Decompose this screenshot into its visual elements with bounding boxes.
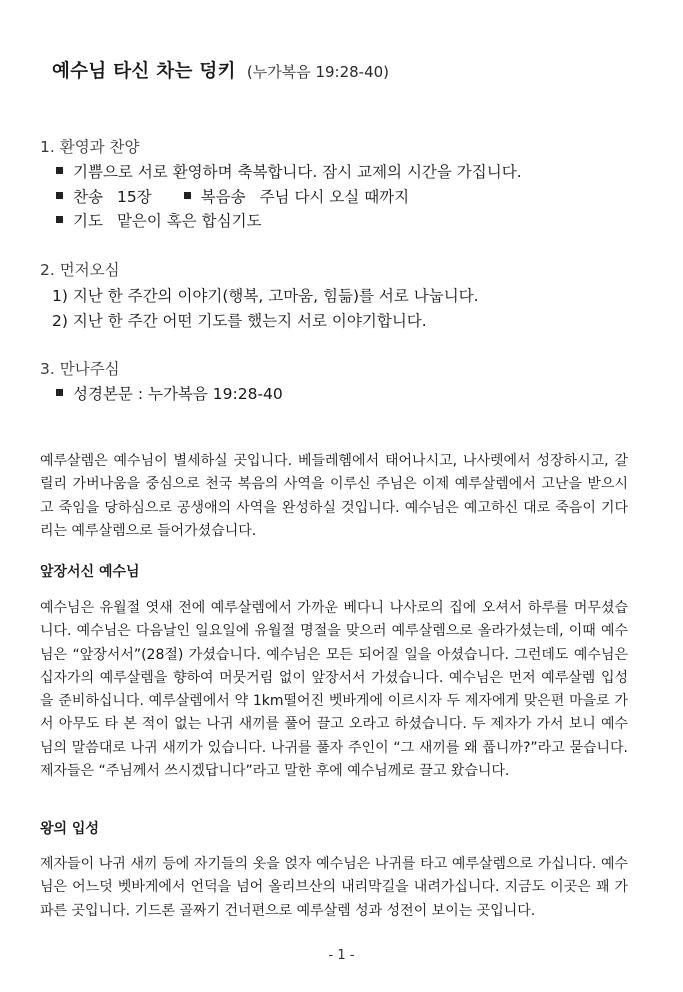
square-bullet-icon [56, 216, 63, 223]
section-heading-welcome: 1. 환영과 찬양 [40, 138, 140, 156]
square-bullet-icon [56, 192, 63, 199]
page-number: - 1 - [328, 948, 355, 963]
paragraph-kings-entry: 제자들이 나귀 새끼 등에 자기들의 옷을 얹자 예수님은 나귀를 타고 예루살렘으로 가십니다. 예수님은 어느덧 벳바게에서 언덕을 넘어 올리브산의 내리막길을 내려가십니다. 지금도 이곳은 꽤 가파른 곳입니다. 기드론 골짜기 건너편으로 예루살렘 성과 성전이 보이는 곳입니다. [40, 856, 628, 919]
scripture-bullet [56, 382, 283, 404]
section-heading-meeting: 3. 만나주심 [40, 360, 120, 378]
section-heading-first-coming: 2. 먼저오심 [40, 261, 120, 279]
hymn-bullet [56, 185, 409, 207]
title-main: 예수님 타신 차는 덩키 [52, 61, 236, 82]
welcome-bullet [56, 160, 522, 182]
square-bullet-icon [184, 192, 191, 199]
document-title [52, 57, 389, 83]
prayer-value: 맡은이 혹은 합심기도 [116, 212, 262, 230]
sharing-item-2: 2) 지난 한 주간 어떤 기도를 했는지 서로 이야기합니다. [52, 312, 427, 330]
hymn-value: 15장 [116, 188, 152, 206]
gospel-song-value: 주님 다시 오실 때까지 [259, 188, 410, 206]
prayer-label: 기도 [73, 212, 103, 230]
paragraph-leading-jesus: 예수님은 유월절 엿새 전에 예루살렘에서 가까운 베다니 나사로의 집에 오셔서 하루를 머무셨습니다. 예수님은 다음날인 일요일에 유월절 명절을 맞으러 예루살렘으로 올라가셨는데, 이때 예수님은 “앞장서서”(28절) 가셨습니다. 예수님은 모든 되어질 일을 아셨습니다. 그런데도 예수님은 십자가의 예루살렘을 향하여 머뭇거림 없이 앞장서서 가셨습니다. 예수님은 먼저 예루살렘 입성을 준비하십니다. 예루살렘에서 약 1km떨어진 벳바게에 이르시자 두 제자에게 맞은편 마을로 가서 아무도 타 본 적이 없는 나귀 새끼를 풀어 끌고 오라고 하셨습니다. 두 제자가 가서 보니 예수님의 말씀대로 나귀 새끼가 있습니다. 나귀를 풀자 주인이 “그 새끼를 왜 풉니까?”라고 묻습니다. 제자들은 “주님께서 쓰시겠답니다”라고 말한 후에 예수님께로 끌고 왔습니다. [40, 600, 628, 780]
hymn-label: 찬송 [73, 188, 103, 206]
prayer-bullet [56, 209, 262, 231]
square-bullet-icon [56, 167, 63, 174]
welcome-text: 기쁨으로 서로 환영하며 축복합니다. 잠시 교제의 시간을 가집니다. [73, 163, 522, 181]
intro-paragraph: 예루살렘은 예수님이 별세하실 곳입니다. 베들레헴에서 태어나시고, 나사렛에서 성장하시고, 갈릴리 가버나움을 중심으로 천국 복음의 사역을 이루신 주님은 이제 예루살렘에서 고난을 받으시고 죽임을 당하심으로 공생애의 사역을 완성하실 것입니다. 예수님은 예고하신 대로 죽음이 기다리는 예루살렘으로 들어가셨습니다. [40, 453, 628, 539]
square-bullet-icon [56, 389, 63, 396]
scripture-reference: 성경본문 : 누가복음 19:28-40 [73, 385, 283, 403]
title-scripture-reference: (누가복음 19:28-40) [246, 63, 390, 81]
subheading-leading-jesus: 앞장서신 예수님 [40, 564, 140, 580]
gospel-song-label: 복음송 [200, 188, 246, 206]
subheading-kings-entry: 왕의 입성 [40, 821, 99, 837]
sharing-item-1: 1) 지난 한 주간의 이야기(행복, 고마움, 힘듦)를 서로 나눕니다. [52, 287, 479, 305]
